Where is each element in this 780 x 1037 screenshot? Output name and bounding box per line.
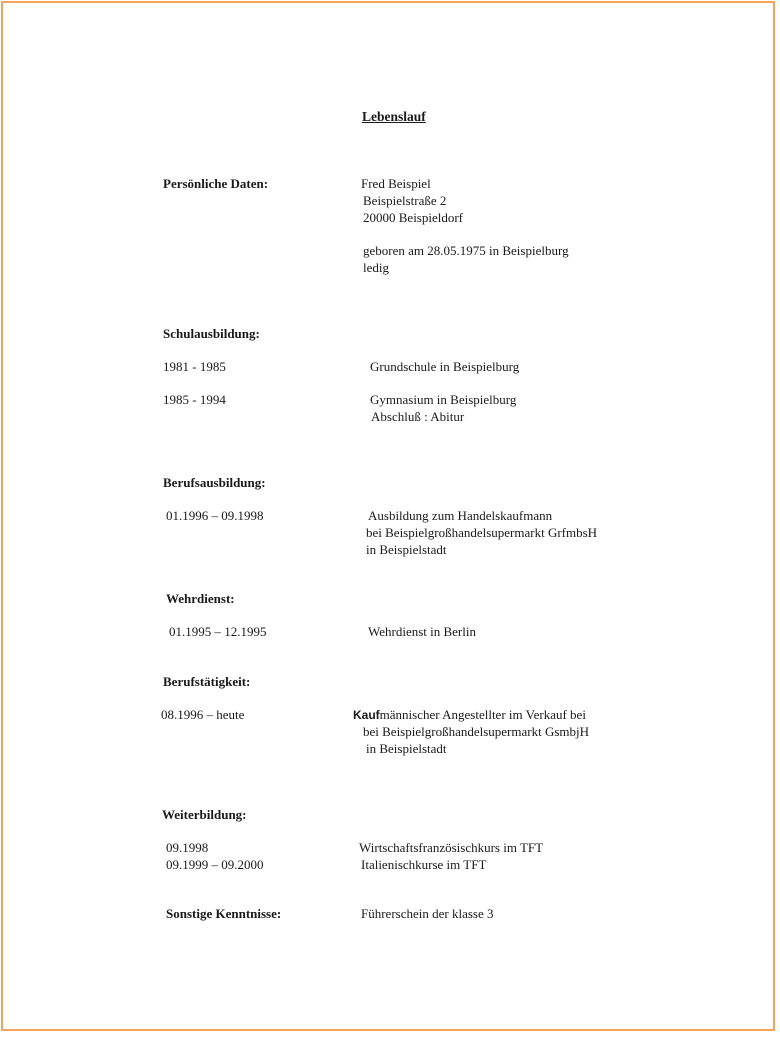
school-period-1: 1981 - 1985 <box>163 359 226 374</box>
school-entry-1: Grundschule in Beispielburg <box>370 359 520 374</box>
vocational-line-2: bei Beispielgroßhandelsupermarkt GrfmbsH <box>366 525 598 540</box>
employment-line-1-prefix: Kauf <box>353 708 380 722</box>
training-entry-2: Italienischkurse im TFT <box>361 857 487 872</box>
employment-period: 08.1996 – heute <box>161 707 245 722</box>
employment-heading: Berufstätigkeit: <box>163 674 251 689</box>
employment-line-2: bei Beispielgroßhandelsupermarkt GsmbjH <box>363 724 590 739</box>
other-heading: Sonstige Kenntnisse: <box>166 906 282 921</box>
employment-line-1 <box>353 706 586 724</box>
training-period-1: 09.1998 <box>166 840 209 855</box>
school-entry-2: Gymnasium in Beispielburg <box>370 392 517 407</box>
personal-street: Beispielstraße 2 <box>363 193 447 208</box>
employment-line-3: in Beispielstadt <box>366 741 447 756</box>
vocational-line-1: Ausbildung zum Handelskaufmann <box>368 508 553 523</box>
personal-city: 20000 Beispieldorf <box>363 210 464 225</box>
training-heading: Weiterbildung: <box>162 807 247 822</box>
document-title: Lebenslauf <box>362 109 426 124</box>
vocational-line-3: in Beispielstadt <box>366 542 447 557</box>
personal-status: ledig <box>363 260 389 275</box>
school-period-2: 1985 - 1994 <box>163 392 226 407</box>
other-text: Führerschein der klasse 3 <box>361 906 494 921</box>
school-entry-2-detail: Abschluß : Abitur <box>371 409 465 424</box>
military-heading: Wehrdienst: <box>166 591 235 606</box>
personal-birth: geboren am 28.05.1975 in Beispielburg <box>363 243 569 258</box>
school-heading: Schulausbildung: <box>163 326 260 341</box>
vocational-heading: Berufsausbildung: <box>163 475 266 490</box>
training-entry-1: Wirtschaftsfranzösischkurs im TFT <box>359 840 544 855</box>
military-text: Wehrdienst in Berlin <box>368 624 476 639</box>
vocational-period: 01.1996 – 09.1998 <box>166 508 264 523</box>
personal-heading: Persönliche Daten: <box>163 176 269 191</box>
training-period-2: 09.1999 – 09.2000 <box>166 857 264 872</box>
employment-line-1-rest: männischer Angestellter im Verkauf bei <box>379 707 586 722</box>
military-period: 01.1995 – 12.1995 <box>169 624 267 639</box>
personal-name: Fred Beispiel <box>361 176 431 191</box>
